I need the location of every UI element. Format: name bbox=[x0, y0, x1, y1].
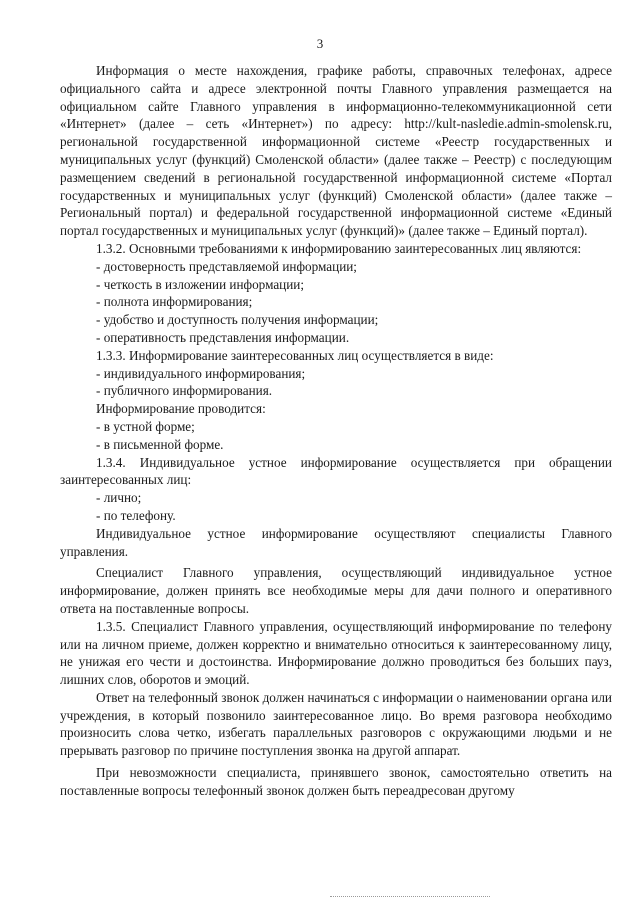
list-item: - полнота информирования; bbox=[96, 294, 253, 310]
paragraph-1-3-5: 1.3.5. Специалист Главного управления, осуществляющий информирование по телефону или на личном приеме, должен корректно и внимательно относиться к заинтересованному лицу, не унижая его чести и достоинства. Информирование должно проводиться без больших пауз, лишних слов, оборотов и эмоций. bbox=[60, 618, 612, 688]
paragraph-specialist-duty: Специалист Главного управления, осуществляющий индивидуальное устное информирование, должен принять все необходимые меры для дачи полного и оперативного ответа на поставленные вопросы. bbox=[60, 565, 612, 616]
list-item: - оперативность представления информации. bbox=[96, 329, 350, 345]
list-item: - в письменной форме. bbox=[96, 436, 224, 452]
paragraph-1-3-2: 1.3.2. Основными требованиями к информированию заинтересованных лиц являются: bbox=[96, 240, 582, 256]
paragraph-info-forms: Информирование проводится: bbox=[96, 401, 266, 417]
list-item: - достоверность представляемой информации; bbox=[96, 258, 357, 274]
page-number: 3 bbox=[316, 36, 324, 51]
paragraph-1-3-3: 1.3.3. Информирование заинтересованных лиц осуществляется в виде: bbox=[96, 347, 494, 363]
list-item: - четкость в изложении информации; bbox=[96, 276, 305, 292]
paragraph-specialists: Индивидуальное устное информирование осуществляют специалисты Главного управления. bbox=[60, 525, 612, 559]
list-item: - лично; bbox=[96, 490, 142, 506]
list-item: - публичного информирования. bbox=[96, 383, 273, 399]
paragraph-info-location: Информация о месте нахождения, графике работы, справочных телефонах, адресе официального сайта и адресе электронной почты Главного управления размещается на официальном сайте Главного управления в информационно-телекоммуникационной сети «Интернет» (далее – сеть «Интернет») по адресу: http://kult-nasledie.admin-smolensk.ru, региональной государственной информационной системе «Реестр государственных и муниципальных услуг (функций) Смоленской области» (далее также – Реестр) с последующим размещением сведений в региональной государственной информационной системе «Портал государственных и муниципальных услуг (функций) Смоленской области» (далее также – Региональный портал) и федеральной государственной информационной системе «Единый портал государственных и муниципальных услуг (функций)» (далее также – Единый портал). bbox=[60, 63, 612, 239]
list-item: - удобство и доступность получения информации; bbox=[96, 312, 379, 328]
scan-artifact bbox=[330, 896, 490, 901]
list-item: - в устной форме; bbox=[96, 418, 195, 434]
paragraph-phone-answer: Ответ на телефонный звонок должен начинаться с информации о наименовании органа или учреждения, в который позвонило заинтересованное лицо. Во время разговора необходимо произносить слова четко, избегать параллельных разговоров с окружающими людьми и не прерывать разговор по причине поступления звонка на другой аппарат. bbox=[60, 689, 612, 759]
paragraph-1-3-4: 1.3.4. Индивидуальное устное информирование осуществляется при обращении заинтересованных лиц: bbox=[60, 454, 612, 488]
list-item: - индивидуального информирования; bbox=[96, 365, 306, 381]
paragraph-redirect: При невозможности специалиста, принявшего звонок, самостоятельно ответить на поставленные вопросы телефонный звонок должен быть переадресован другому bbox=[60, 765, 612, 798]
document-body bbox=[60, 62, 612, 800]
list-item: - по телефону. bbox=[96, 507, 176, 523]
